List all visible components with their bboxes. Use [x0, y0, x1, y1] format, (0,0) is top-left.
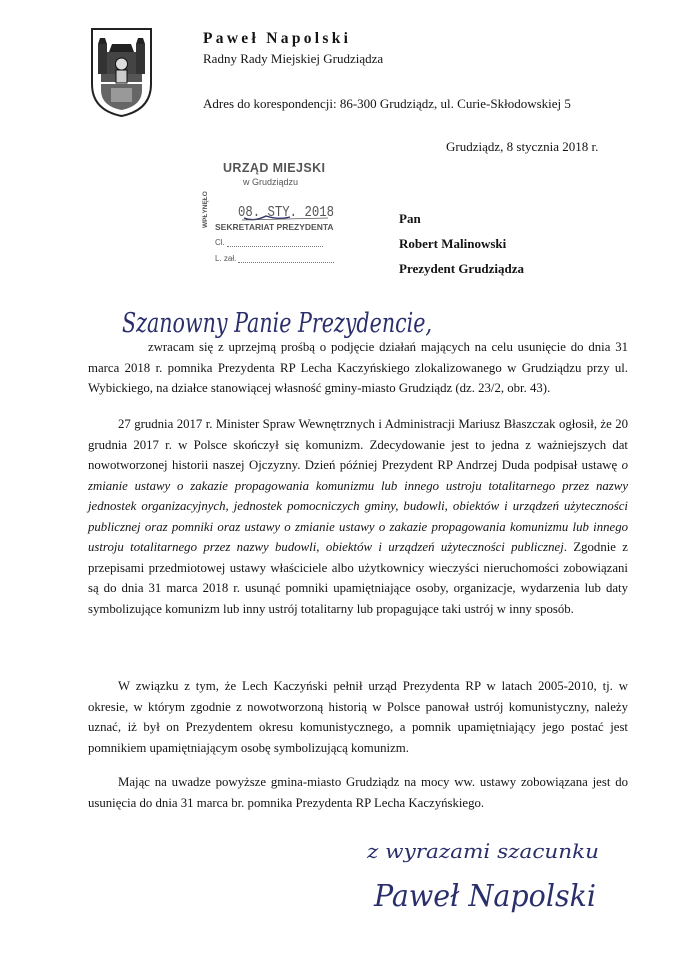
stamp-city: w Grudziądzu [243, 177, 299, 187]
svg-text:Szanowny Panie Prezydencie,: Szanowny Panie Prezydencie, [122, 308, 432, 339]
paragraph-2-text-a: 27 grudnia 2017 r. Minister Spraw Wewnętrznych i Administracji Mariusz Błaszczak ogłosił, że 20 grudnia 2017 r. w Polsce skończył się komunizm. Zdecydowanie jest to jedna z ważniejszych dat nowotworzonej historii naszej Ojczyzny. Dzień później Prezydent RP Andrzej Duda podpisał ustawę [88, 417, 628, 472]
svg-text:z wyrazami szacunku: z wyrazami szacunku [365, 839, 599, 863]
paragraph-2-law-title: o zmianie ustawy o zakazie propagowania komunizmu lub innego ustroju totalitarnego przez nazwy jednostek organizacyjnych, jednostek pomocniczych gminy, budowli, obiektów i urządzeń użyteczności publicznej oraz pomniki oraz ustawy o zmianie ustawy o zakazie propagowania komunizmu lub innego ustroju totalitarnego przez nazwy budowli, obiektów i urządzeń użyteczności publicznej [88, 458, 628, 554]
body-paragraph-1 [88, 337, 628, 399]
svg-text:WPŁYNĘŁO: WPŁYNĘŁO [202, 191, 209, 228]
body-paragraph-3: W związku z tym, że Lech Kaczyński pełnił urząd Prezydenta RP w latach 2005-2010, tj. w okresie, w którym zgodnie z nowotworzoną historią w Polsce panował ustrój komunistyczny, należy uznać, iż był on Prezydentem okresu komunistycznego, a pomnik upamiętniający jego postać jest pomnikiem upamiętniającym osobę symbolizującą komunizm. [88, 679, 628, 755]
correspondence-address: Adres do korespondencji: 86-300 Grudziądz, ul. Curie-Skłodowskiej 5 [203, 96, 571, 111]
stamp-department: SEKRETARIAT PREZYDENTA [215, 222, 334, 232]
body-paragraph-2 [88, 414, 628, 619]
author-name: Paweł Napolski [203, 30, 352, 47]
body-paragraph-4: Mając na uwadze powyższe gmina-miasto Grudziądz na mocy ww. ustawy zobowiązana jest do usunięcia do dnia 31 marca br. pomnika Prezydenta RP Lecha Kaczyńskiego. [88, 775, 628, 810]
svg-text:Paweł Napolski: Paweł Napolski [373, 879, 596, 914]
letter-date: Grudziądz, 8 stycznia 2018 r. [446, 139, 599, 154]
stamp-date [238, 196, 338, 222]
addressee-name: Robert Malinowski [399, 236, 507, 251]
handwritten-signature [372, 872, 602, 916]
addressee-honorific: Pan [399, 211, 421, 226]
paragraph-2-text-b: . Zgodnie z przepisami przedmiotowej ustawy właściciele albo użytkownicy wieczyści nieruchomości zobowiązani są do dnia 31 marca 2018 r. usunąć pomniki upamiętniające osoby, organizacje, wydarzenia lub daty symbolizujące komunizm lub inny ustrój totalitarny lub propagujące taki ustrój w inny sposób. [88, 540, 628, 616]
handwritten-closing [365, 830, 605, 870]
registration-stamp [196, 160, 346, 270]
addressee-title: Prezydent Grudziądza [399, 261, 525, 276]
stamp-received-label [200, 193, 210, 229]
paragraph-1-text: zwracam się z uprzejmą prośbą o podjęcie działań mających na celu usunięcie do dnia 31 marca 2018 r. pomnika Prezydenta RP Lecha Kaczyńskiego zlokalizowanego w Grudziądzu przy ul. Wybickiego, na działce stanowiącej własność gminy-miasto Grudziądz (dz. 23/2, obr. 43). [88, 340, 628, 395]
svg-text:08. STY. 2018: 08. STY. 2018 [238, 204, 334, 221]
addressee-block [399, 206, 524, 281]
stamp-office-name: URZĄD MIEJSKI [223, 161, 326, 175]
city-crest-icon [89, 26, 154, 118]
stamp-field-attachments: L. zał. [215, 254, 334, 263]
stamp-field-reference: Cl. [215, 238, 323, 247]
author-title: Radny Rady Miejskiej Grudziądza [203, 51, 384, 66]
